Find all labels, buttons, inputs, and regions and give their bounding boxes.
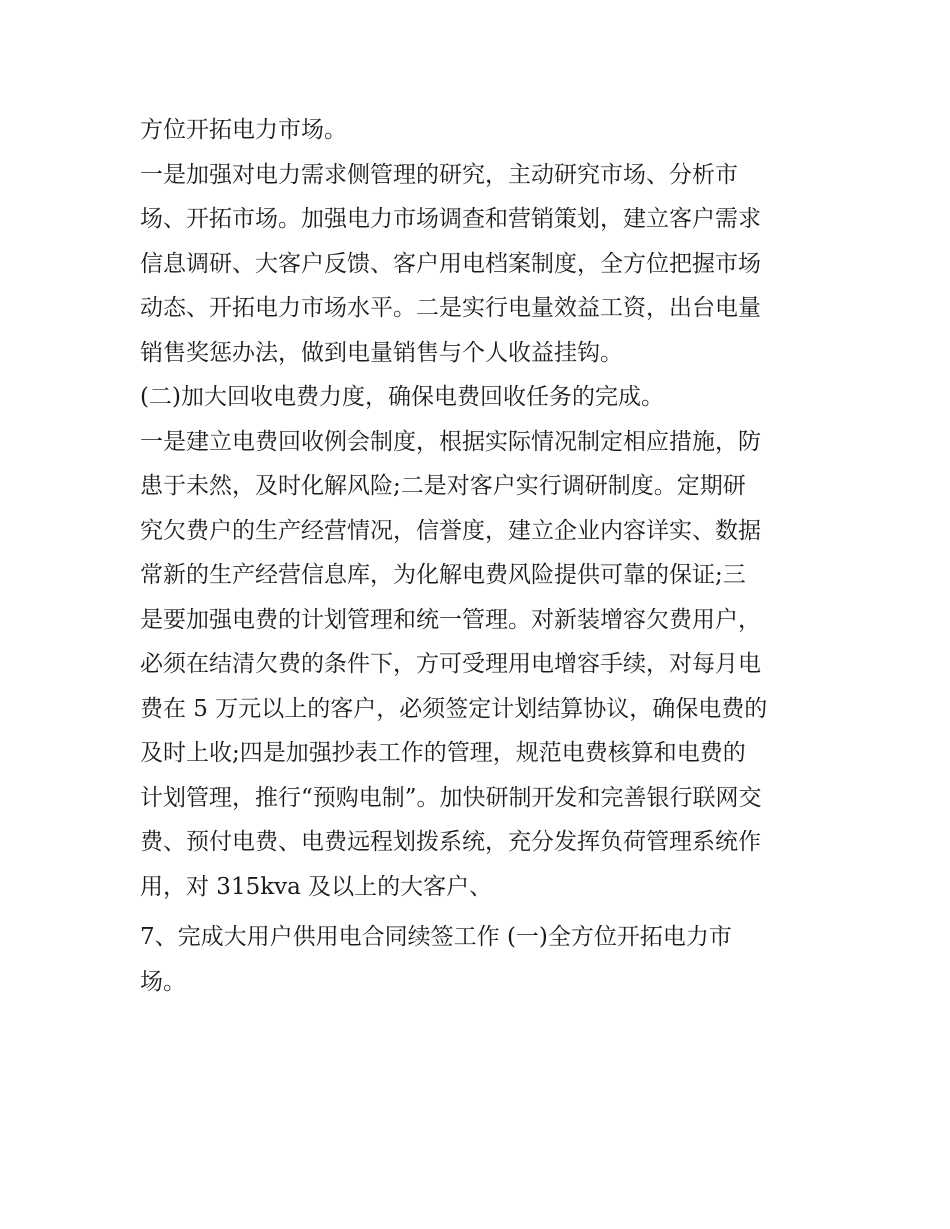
text-line-7: (二)加大回收电费力度，确保电费回收任务的完成。 bbox=[140, 384, 664, 410]
text-line-2: 一是加强对电力需求侧管理的研究，主动研究市场、分析市 bbox=[140, 161, 738, 188]
text-line-3: 场、开拓市场。加强电力市场调查和营销策划，建立客户需求 bbox=[140, 206, 761, 232]
text-line-12: 是要加强电费的计划管理和统一管理。对新装增容欠费用户， bbox=[140, 606, 761, 633]
text-line-6: 销售奖惩办法，做到电量销售与个人收益挂钩。 bbox=[140, 339, 623, 366]
text-line-4: 信息调研、大客户反馈、客户用电档案制度，全方位把握市场 bbox=[140, 250, 761, 277]
text-line-20: 场。 bbox=[140, 968, 186, 995]
text-line-9: 患于未然，及时化解风险;二是对客户实行调研制度。定期研 bbox=[140, 473, 746, 499]
text-line-10: 究欠费户的生产经营情况，信誉度，建立企业内容详实、数据 bbox=[140, 517, 761, 544]
text-line-14: 费在 5 万元以上的客户，必须签定计划结算协议，确保电费的 bbox=[140, 695, 768, 722]
text-line-5: 动态、开拓电力市场水平。二是实行电量效益工资，出台电量 bbox=[140, 295, 761, 321]
text-line-13: 必须在结清欠费的条件下，方可受理用电增容手续，对每月电 bbox=[140, 651, 761, 677]
text-line-11: 常新的生产经营信息库，为化解电费风险提供可靠的保证;三 bbox=[140, 562, 746, 588]
text-line-18: 用，对 315kva 及以上的大客户、 bbox=[140, 873, 493, 900]
text-line-19: 7、完成大用户供用电合同续签工作 (一)全方位开拓电力市 bbox=[140, 924, 732, 950]
text-line-1: 方位开拓电力市场。 bbox=[140, 117, 347, 143]
text-line-8: 一是建立电费回收例会制度，根据实际情况制定相应措施，防 bbox=[140, 428, 761, 455]
document-body bbox=[140, 108, 820, 1004]
text-line-16: 计划管理，推行“预购电制”。加快研制开发和完善银行联网交 bbox=[140, 784, 762, 811]
text-line-15: 及时上收;四是加强抄表工作的管理，规范电费核算和电费的 bbox=[140, 740, 746, 766]
text-line-17: 费、预付电费、电费远程划拨系统，充分发挥负荷管理系统作 bbox=[140, 829, 761, 855]
